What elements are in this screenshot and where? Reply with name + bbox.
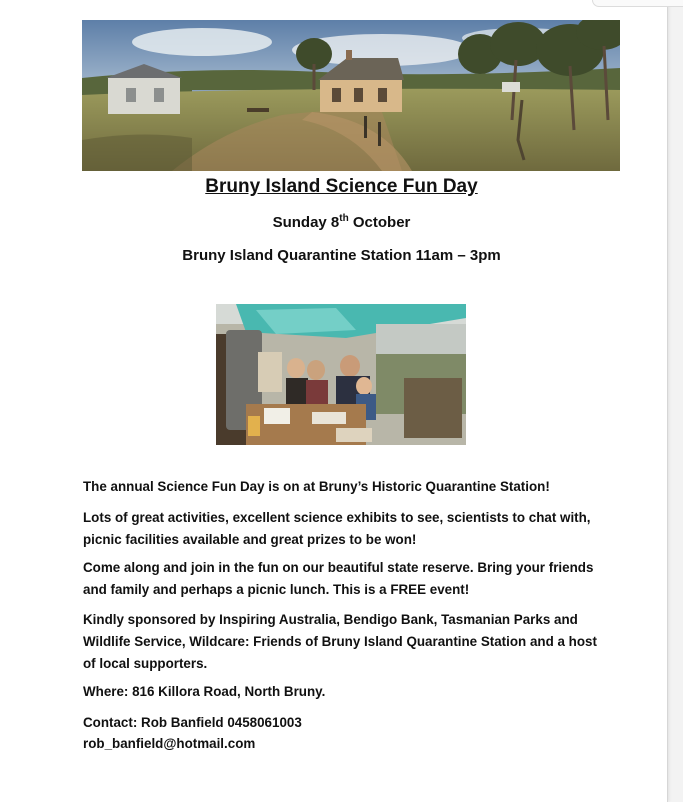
contact-email[interactable]: rob_banfield@hotmail.com xyxy=(83,736,256,751)
paragraph-intro: The annual Science Fun Day is on at Bruny’s Historic Quarantine Station! xyxy=(83,479,550,494)
event-date xyxy=(0,213,683,231)
event-location: Where: 816 Killora Road, North Bruny. xyxy=(83,684,326,699)
quarantine-station-banner-photo xyxy=(82,20,620,171)
event-venue-time: Bruny Island Quarantine Station 11am – 3pm xyxy=(182,247,501,264)
page-title: Bruny Island Science Fun Day xyxy=(205,176,478,197)
window-corner xyxy=(592,0,683,7)
paragraph-invitation: Come along and join in the fun on our beautiful state reserve. Bring your friends and family and perhaps a picnic lunch. This is a FREE event! xyxy=(83,560,594,597)
contact-phone: Contact: Rob Banfield 0458061003 xyxy=(83,715,302,730)
paragraph-activities: Lots of great activities, excellent science exhibits to see, scientists to chat with, picnic facilities available and great prizes to be won! xyxy=(83,510,591,547)
event-date-day: Sunday 8 xyxy=(272,214,340,231)
paragraph-sponsors: Kindly sponsored by Inspiring Australia, Bendigo Bank, Tasmanian Parks and Wildlife Service, Wildcare: Friends of Bruny Island Quarantine Station and a host of local supporters. xyxy=(83,612,597,671)
event-date-month: October xyxy=(348,214,411,231)
science-exhibit-photo xyxy=(216,304,466,445)
event-date-ordinal: th xyxy=(339,213,349,224)
